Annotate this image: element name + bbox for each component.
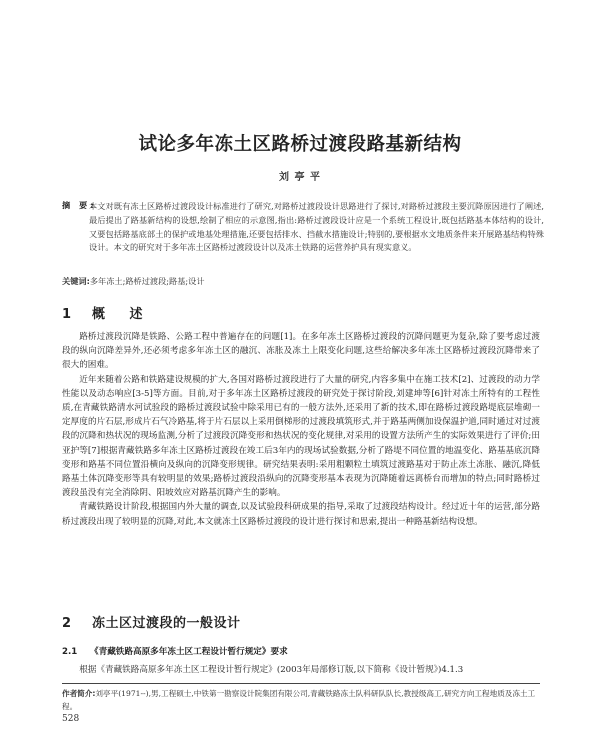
paragraph: 近年来随着公路和铁路建设规模的扩大,各国对路桥过渡段进行了大量的研究,内容多集中在施工技术[2]、过渡段的动力学性能以及动态响应[3-5]等方面。目前,对于多年冻土区路桥过渡段的研究处于探讨阶段,刘建坤等[6]针对冻土所特有的工程性质,在青藏铁路清水河试验段的路桥过渡段试验中除采用已有的一般方法外,还采用了新的技术,即在路桥过渡段路堤底层堆砌一定厚度的片石层,形成片石气冷路基,将于片石层以上采用倒梯形的过渡段填筑形式,并于路基两侧加设保温护道,同时通过对过渡段的沉降和热状况的现场监测,分析了过渡段沉降变形和热状况的变化规律,对采用的设置方法所产生的实际效果进行了评价;田亚护等[7]根据青藏铁路多年冻土区路桥过渡段在竣工后3年内的现场试验数据,分析了路堤不同位置的地温变化、路基基底沉降变形和路基不同位置沿横向及纵向的沉降变形规律。研究结果表明:采用粗颗粒土填筑过渡路基对于防止冻土冻胀、融沉,降低路基土体沉降变形等具有较明显的效果;路桥过渡段沿纵向的沉降变形基本表现为沉降随着远离桥台而增加的特点;同时路桥过渡段虽没有完全消除阴、阳坡效应对路基沉降产生的影响。 xyxy=(62,374,540,499)
paragraph: 路桥过渡段沉降是铁路、公路工程中普遍存在的问题[1]。在多年冻土区路桥过渡段的沉降问题更为复杂,除了要考虑过渡段的纵向沉降差异外,还必须考虑多年冻土区的融沉、冻胀及冻土上限变化问题,这些给解决多年冻土区路桥过渡段沉降带来了很大的困难。 xyxy=(62,332,540,371)
page-number: 528 xyxy=(62,714,80,724)
abstract-label: 摘 要: xyxy=(62,200,97,210)
section-2-heading xyxy=(62,612,241,631)
keywords-text: 多年冻土;路桥过渡段;路基;设计 xyxy=(89,276,205,286)
subsection-2-1-heading xyxy=(62,645,288,657)
subsection-2-1-body xyxy=(62,663,540,677)
author-footnote xyxy=(62,688,540,713)
section-1-number: 1 xyxy=(62,307,72,322)
subsection-2-1-title: 《青藏铁路高原多年冻土区工程设计暂行规定》要求 xyxy=(90,647,288,657)
keywords-label: 关键词: xyxy=(62,276,90,286)
section-1-heading xyxy=(62,303,153,322)
author-name: 刘 亭 平 xyxy=(279,172,321,183)
footnote-text: 刘亭平(1971--),男,工程硕士,中铁第一勘察设计院集团有限公司,青藏铁路冻土队科研队队长,教授级高工,研究方向工程地质及冻土工程。 xyxy=(62,689,536,711)
paragraph: 青藏铁路设计阶段,根据国内外大量的调查,以及试验段科研成果的指导,采取了过渡段结构设计。经过近十年的运营,部分路桥过渡段出现了较明显的沉降,对此,本文就冻土区路桥过渡段的设计进行探讨和思索,提出一种路基新结构设想。 xyxy=(62,502,540,527)
subsection-2-1-number: 2.1 xyxy=(62,647,78,657)
section-1-title: 概 述 xyxy=(92,307,153,322)
paper-title: 试论多年冻土区路桥过渡段路基新结构 xyxy=(138,134,462,155)
paragraph: 根据《青藏铁路高原多年冻土区工程设计暂行规定》(2003年局部修订版,以下简称《设计暂规》)4.1.3 xyxy=(79,665,464,675)
section-2-number: 2 xyxy=(62,616,72,631)
footnote-divider xyxy=(62,683,540,684)
section-1-body xyxy=(62,330,540,529)
section-2-title: 冻土区过渡段的一般设计 xyxy=(92,616,241,631)
keywords xyxy=(62,276,542,287)
footnote-label: 作者简介: xyxy=(62,689,96,698)
abstract-text: 本文对既有冻土区路桥过渡段设计标准进行了研究,对路桥过渡段设计思路进行了探讨,对路桥过渡段主要沉降原因进行了阐述,最后提出了路基新结构的设想,绘制了相应的示意图,指出:路桥过渡段设计应是一个系统工程设计,既包括路基本体结构的设计,又要包括路基底部土的保护或地基处理措施,还要包括排水、挡截水措施设计;特别的,要根据水文地质条件来开展路基结构特殊设计。本文的研究对于多年冻土区路桥过渡段设计以及冻土铁路的运营养护具有现实意义。 xyxy=(89,201,544,253)
